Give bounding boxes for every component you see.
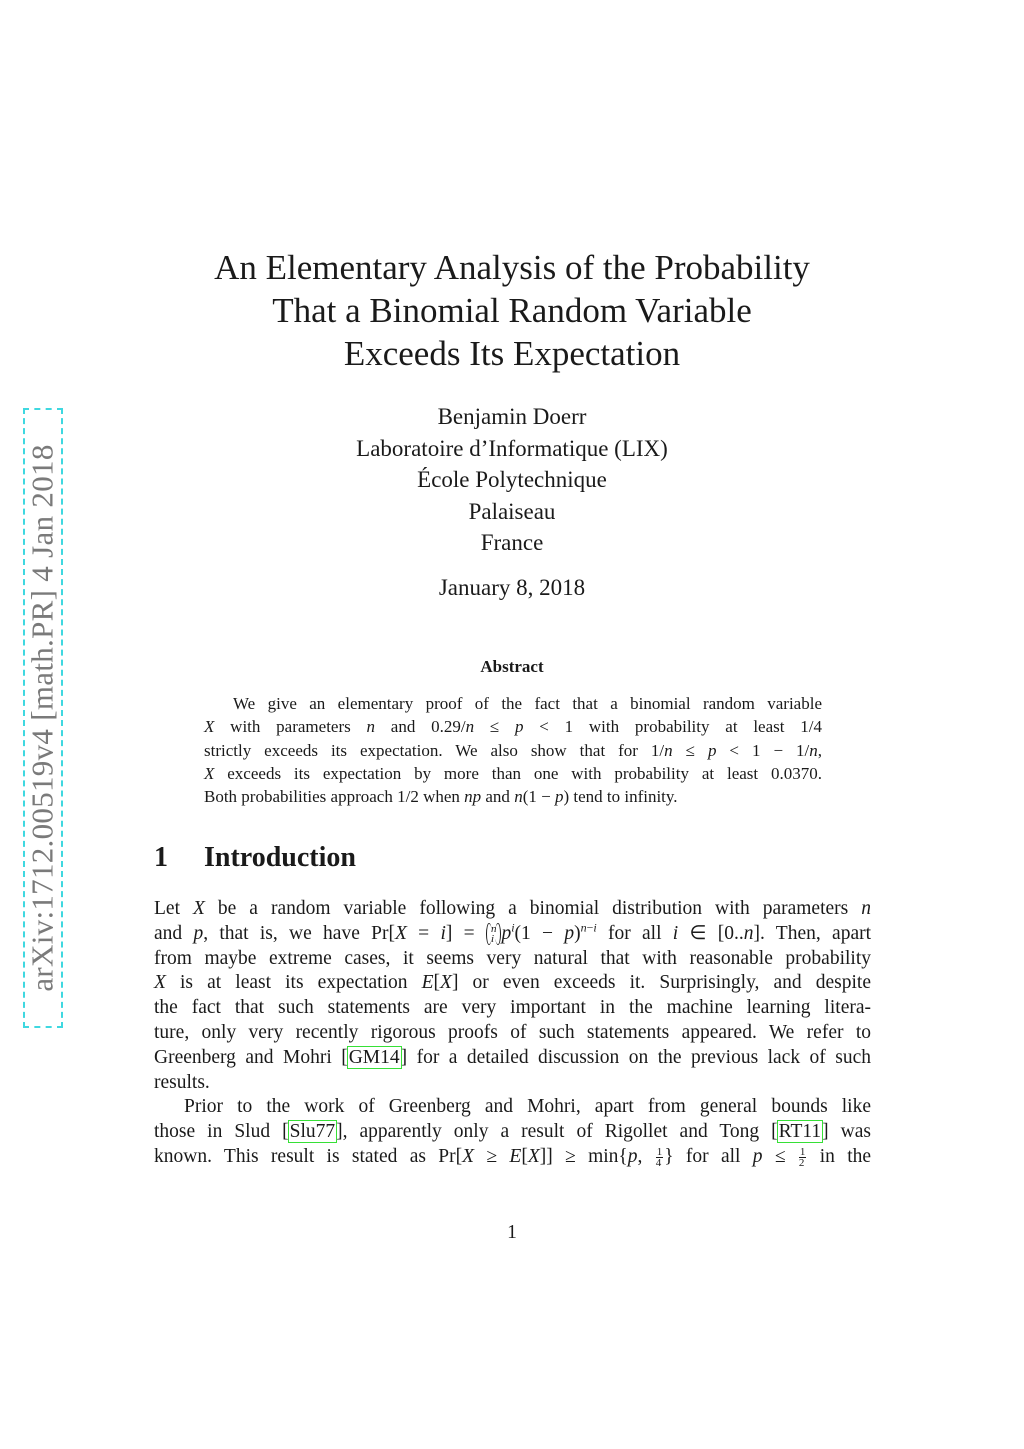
author-block: [150, 401, 874, 559]
paper-title: [150, 246, 874, 375]
author-name: Benjamin Doerr: [437, 404, 587, 429]
section-number: 1: [154, 842, 168, 873]
paper-date: January 8, 2018: [438, 575, 586, 600]
citation-link-rt11[interactable]: RT11: [778, 1121, 822, 1143]
abstract-heading: Abstract: [480, 657, 544, 676]
author-affiliation: École Polytechnique: [417, 467, 607, 492]
page-number: 1: [507, 1222, 517, 1243]
arxiv-identifier-text: arXiv:1712.00519v4 [math.PR] 4 Jan 2018: [25, 444, 60, 992]
title-line: Exceeds Its Expectation: [343, 334, 681, 373]
author-affiliation: Laboratoire d’Informatique (LIX): [356, 435, 668, 461]
citation-link-gm14[interactable]: GM14: [348, 1046, 400, 1068]
title-line: That a Binomial Random Variable: [272, 291, 752, 330]
author-city: Palaiseau: [468, 498, 556, 524]
section-title: Introduction: [204, 842, 356, 873]
introduction-body: Let X be a random variable following a binomial distribution with parameters n and p, that is, we have Pr[X = i] = n i $p^i(1 - p)^{n-i}$ for all i ∈ [0..n]. Then, apart from maybe extreme cases, it seems very natural that with reasonable probability X is at least its expectation E[X] or even exceeds it. Surprisingly, and despite the fact that such statements are very important in the machine learning litera- ture, only very recently rigorous proofs of such statements appeared. We refer to Greenberg and Mohri [GM14] for a detailed discussion on the previous lack of such results. Prior to the work of Greenberg and Mohri, apart from general bounds like those in Slud [Slu77], apparently only a result of Rigollet and Tong [RT11] was known. This result is stated as Pr[X ≥ E[X]] ≥ min{p, $\frac{1}{4}$ } for all p ≤ $\frac{1}{2}$ in the: [154, 898, 872, 1169]
author-country: France: [480, 530, 544, 555]
section-heading-introduction: [154, 842, 356, 874]
title-line: An Elementary Analysis of the Probability: [214, 248, 810, 287]
arxiv-identifier-stamp: [23, 408, 63, 1028]
citation-link-slu77[interactable]: Slu77: [289, 1121, 336, 1143]
abstract-text: We give an elementary proof of the fact that a binomial random variable X with parameters n and 0.29/n ≤ p < 1 with probability at least 1/4 strictly exceeds its expectation. We also show that for 1/n ≤ p < 1 − 1/n, X exceeds its expectation by more than one with probability at least 0.0370. Both probabilities approach 1/2 when np and n(1 − p) tend to infinity.: [204, 694, 822, 807]
